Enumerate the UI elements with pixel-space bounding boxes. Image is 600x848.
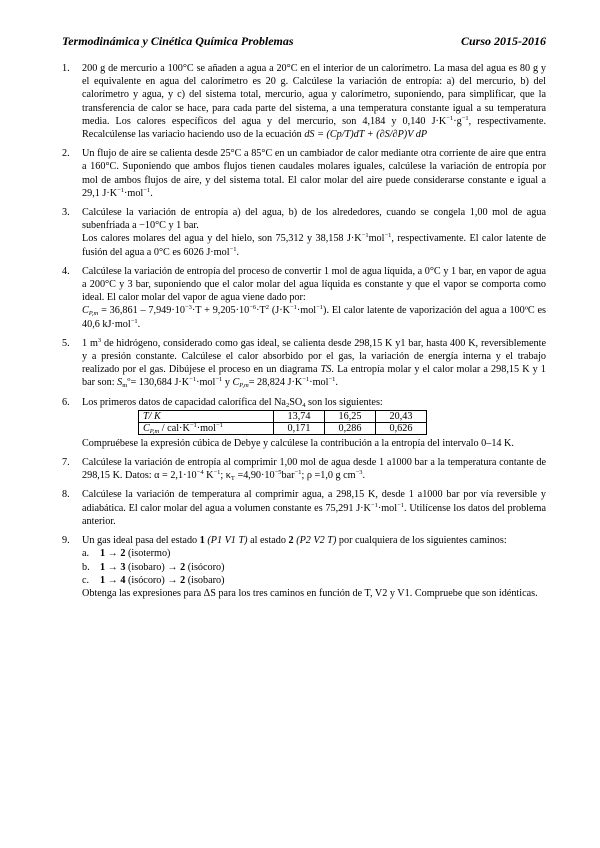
problem-5: 5. 1 $m^3$ de hidrógeno, considerado como gas ideal, se calienta desde 298,15 K y1 bar, hasta 400 K, reversiblemente y a presión constante. Calcúlese el calor absorbido por el gas, la variación de energía interna y el trabajo realizado por el gas. Dibújese el proceso en un diagrama TS. La entropía molar y el calor molar a 298,15 K y 1 bar son: $S_m^o= 130,684$ $J\cdot K^{-1}\cdot mol^{-1}$ y $C_{P,m}= 28,824$ $J\cdot K^{-1}\cdot mol^{-1}$. — [62, 336, 546, 390]
problem-1: 1. 200 g de mercurio a 100°C se añaden a agua a 20°C en el interior de un calorímetro. La masa del agua es 80 g y el equivalente en agua del calorímetro es 20 g. Calcúlese la variación de entropía: a) del mercurio, b) del calorímetro y agua, y c) del sistema total, mercurio, agua y calorímetro, suponiendo, para simplificar, que la transferencia de calor se hace, para cada parte del sistema, a una temperatura constante igual a su temperatura media. Los calores específicos del agua y del mercurio, son 4,184 y 0,140 $J\cdot K^{-1}\cdot g^{-1}$, respectivamente. Recalcúlense las variacio haciendo uso de la ecuación dS = (Cp/T)dT + (∂S/∂P)V dP — [62, 63, 546, 141]
problem-number: 3. — [62, 207, 70, 219]
path-list — [82, 547, 546, 587]
problem-7: 7. Calcúlese la variación de entropía al comprimir 1,00 mol de agua desde 1 a1000 bar a la temperatura contante de 298,15 K. Datos: $\alpha = 2,1\cdot 10^{-4}$ $K^{-1}$; $\kappa_T =4,90\cdot 10^{-5}bar^{-1}$; ρ =1,0 g $cm^{-3}$. — [62, 457, 546, 483]
problem-number: 9. — [62, 535, 70, 547]
problem-9: 9. Un gas ideal pasa del estado 1 (P1 V1 T) al estado 2 (P2 V2 T) por cualquiera de los siguientes caminos: a. 1 → 2 (isotermo) b. 1 → 3 (isobaro) → 2 (isócoro) c. 1 → 4 (isócoro) → 2 (isobaro) Obtenga las expresiones para ΔS para los tres caminos en función de T, V2 y V1. Compruebe que son idénticas. — [62, 534, 546, 600]
page-header — [62, 34, 546, 49]
problem-list — [62, 62, 546, 600]
problem-number: 7. — [62, 457, 70, 469]
problem-number: 5. — [62, 337, 70, 349]
problem-6: 6. Los primeros datos de capacidad calorífica del $Na_2SO_4$ son los siguientes: T/ K 13,74 16,25 20,43 $C_{P,m} / cal\cdot K^{-1}\cdot mol^{-1}$ 0,171 0,286 0,626 Compruébese la expresión cúbica de Debye y calcúlese la contribución a la entropía del intervalo 0–14 K. — [62, 396, 514, 449]
problem-3: 3. Calcúlese la variación de entropía a) del agua, b) de los alrededores, cuando se congela 1,00 mol de agua subenfriada a −10°C y 1 bar. Los calores molares del agua y del hielo, son 75,312 y 38,158 $J\cdot K^{-1}mol^{-1}$, respectivamente. El calor latente de fusión del agua a 0°C es 6026 J·mol$^{-1}$. — [62, 207, 546, 258]
problem-4: 4. Calcúlese la variación de entropía del proceso de convertir 1 mol de agua líquida, a 0°C y 1 bar, en vapor de agua a 200°C y 3 bar, suponiendo que el calor molar del agua líquida es constante y que el vapor se comporta como ideal. El calor molar del vapor de agua viene dado por: $C_{P,m} = 36,861 - 7,949\cdot 10^{-3}\cdot T + 9,205\cdot 10^{-6}\cdot T^2$ $(J\cdot K^{-1}\cdot mol^{-1})$. El calor latente de vaporización del agua a 100ºC es 40,6 kJ·mol$^{-1}$. — [62, 265, 547, 330]
problem-number: 4. — [62, 265, 70, 277]
problem-2: 2. Un flujo de aire se calienta desde 25°C a 85°C en un cambiador de calor mediante otra corriente de aire que entra a 160°C. Suponiendo que ambos flujos tienen caudales molares iguales, calcúlese la variación de entropía por mol de ambos flujos de aire, y del sistema total. El calor molar del aire puede considerarse constante e igual a 29,1 $J\cdot K^{-1}\cdot mol^{-1}$. — [62, 148, 546, 199]
course-year: Curso 2015-2016 — [460, 34, 546, 48]
list-item: c. 1 → 4 (isócoro) → 2 (isobaro) — [82, 574, 225, 586]
problem-number: 6. — [62, 396, 70, 408]
table-row: T/ K 13,74 16,25 20,43 — [139, 410, 427, 422]
heat-capacity-table — [138, 410, 427, 435]
table-row: $C_{P,m} / cal\cdot K^{-1}\cdot mol^{-1}$ 0,171 0,286 0,626 — [139, 422, 427, 434]
problem-number: 1. — [62, 63, 70, 74]
problem-8: 8. Calcúlese la variación de temperatura al comprimir agua, a 298,15 K, desde 1 a1000 bar por vía reversible y adiabática. El calor molar del agua a volumen constante es 75,291 $J\cdot K^{-1}\cdot mol^{-1}$. Utilícense los datos del problema anterior. — [62, 489, 546, 527]
list-item: a. 1 → 2 (isotermo) — [82, 548, 171, 560]
document-title: Termodinámica y Cinética Química Problemas — [62, 34, 294, 48]
problem-number: 8. — [62, 489, 70, 501]
entropy-equation: dS = (Cp/T)dT + (∂S/∂P)V dP — [304, 129, 428, 141]
problem-number: 2. — [62, 148, 70, 160]
list-item: b. 1 → 3 (isobaro) → 2 (isócoro) — [82, 561, 225, 573]
